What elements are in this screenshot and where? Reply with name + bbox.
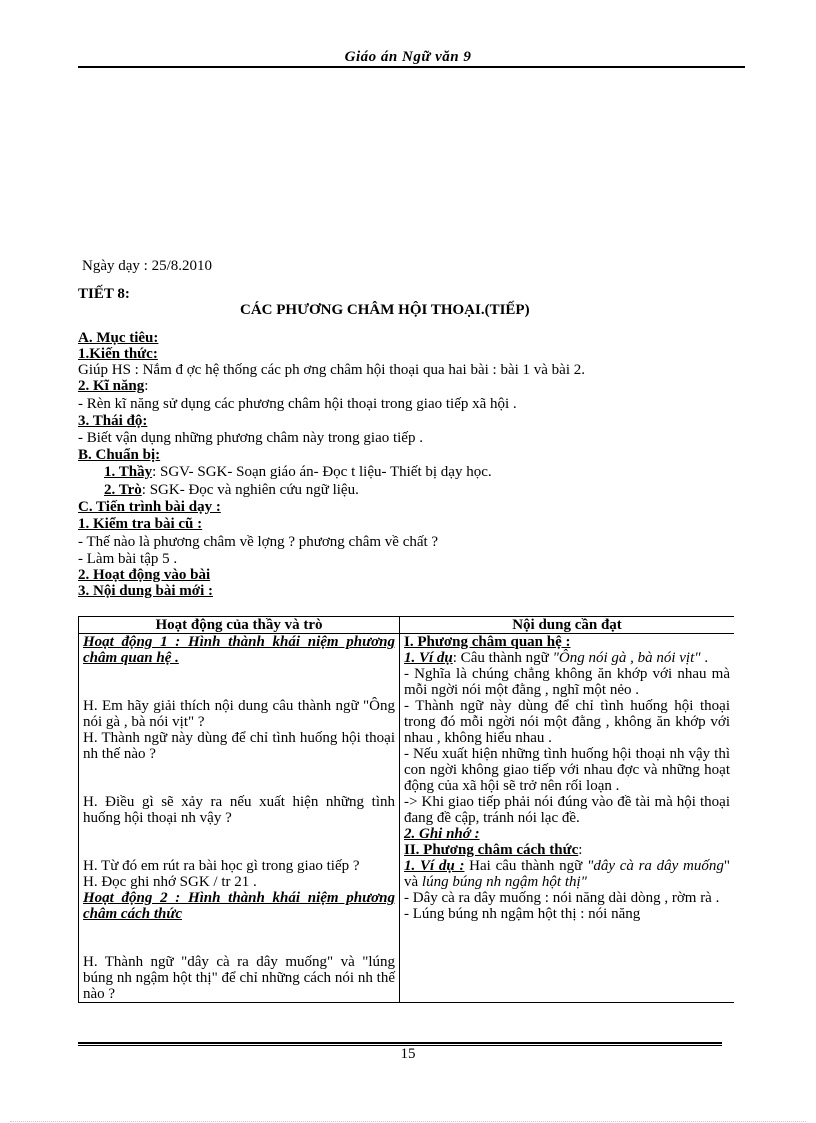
- answer-1: - Nghĩa là chúng chẳng không ăn khớp với nhau mà mỗi ngời nói một đằng , nghĩ một nẻo .: [404, 666, 730, 698]
- lesson-title: CÁC PHƯƠNG CHÂM HỘI THOẠI.(TIẾP): [240, 302, 530, 318]
- section-k2-title: 2. Kĩ năng: [78, 378, 145, 394]
- table-header-row: [79, 617, 735, 634]
- example-1-quote: "Ông nói gà , bà nói vịt": [552, 650, 701, 666]
- section-2-colon: :: [578, 842, 583, 858]
- example-1: [404, 650, 730, 666]
- table-row: [79, 634, 735, 1003]
- section-k2-heading: [78, 378, 148, 394]
- section-b2-text: : SGK- Đọc và nghiên cứu ngữ liệu.: [141, 482, 359, 498]
- example-2-text: Hai câu thành ngữ: [464, 858, 588, 874]
- col-header-teacher-student: Hoạt động của thầy và trò: [79, 617, 400, 634]
- section-c1-title: 1. Kiểm tra bài cũ :: [78, 516, 203, 532]
- question-3: H. Điều gì sẽ xảy ra nếu xuất hiện những tình huống hội thoại nh vậy ?: [83, 794, 395, 826]
- lesson-table: [78, 616, 734, 1042]
- section-2-heading: [404, 842, 730, 858]
- memo-title: 2. Ghi nhớ :: [404, 826, 480, 842]
- example-1-text: : Câu thành ngữ: [452, 650, 553, 666]
- section-c1-q1: - Thế nào là phương châm về lợng ? phương châm về chất ?: [78, 534, 439, 550]
- page-number: 15: [400, 1046, 416, 1062]
- section-c3-title: 3. Nội dung bài mới :: [78, 583, 213, 599]
- lesson-number: TIẾT 8:: [78, 286, 130, 302]
- section-c2-title: 2. Hoạt động vào bài: [78, 567, 211, 583]
- section-2-title: II. Phương châm cách thức: [404, 842, 579, 858]
- section-b1-text: : SGV- SGK- Soạn giáo án- Đọc t liệu- Thiết bị dạy học.: [152, 464, 492, 480]
- section-k1-text: Giúp HS : Nắm đ ợc hệ thống các ph ơng châm hội thoại qua hai bài : bài 1 và bài 2.: [78, 362, 585, 378]
- section-b1: [104, 464, 492, 480]
- left-cell: [79, 634, 400, 1003]
- answer-4: -> Khi giao tiếp phải nói đúng vào đề tài mà hội thoại đang đề cập, tránh nói lạc đề.: [404, 794, 730, 826]
- question-5: H. Đọc ghi nhớ SGK / tr 21 .: [83, 874, 257, 890]
- example-2-and: " và: [404, 858, 730, 890]
- date-line: Ngày dạy : 25/8.2010: [82, 258, 212, 274]
- answer-2: - Thành ngữ này dùng để chỉ tình huống hội thoại trong đó mỗi ngời nói một đằng , không ăn khớp với nhau , không hiểu nhau .: [404, 698, 730, 746]
- right-cell: [400, 634, 735, 1003]
- section-k2-colon: :: [144, 378, 149, 394]
- example-2: [404, 858, 730, 890]
- spacer: [83, 826, 395, 858]
- col-header-content: Nội dung cần đạt: [400, 617, 735, 634]
- answer-5: - Dây cà ra dây muống : nói năng dài dòng , rờm rà .: [404, 890, 720, 906]
- example-1-label: 1. Ví dụ: [404, 650, 453, 666]
- answer-6: - Lúng búng nh ngậm hột thị : nói năng: [404, 906, 641, 922]
- page-bottom-border: [10, 1121, 806, 1122]
- example-2-label: 1. Ví dụ :: [404, 858, 465, 874]
- example-2-quote-1: "dây cà ra dây muống: [587, 858, 724, 874]
- section-b2-label: 2. Trò: [104, 482, 142, 498]
- section-b-title: B. Chuẩn bị:: [78, 447, 161, 463]
- example-2-quote-2: lúng búng nh ngậm hột thị": [421, 874, 587, 890]
- section-k3-title: 3. Thái độ:: [78, 413, 148, 429]
- section-k1-title: 1.Kiến thức:: [78, 346, 158, 362]
- question-2: H. Thành ngữ này dùng để chỉ tình huống hội thoại nh thế nào ?: [83, 730, 395, 762]
- activity-1-title: Hoạt động 1 : Hình thành khái niệm phương châm quan hệ .: [83, 634, 395, 666]
- answer-3: - Nếu xuất hiện những tình huống hội thoại nh vậy thì con ngời không giao tiếp với nhau đợc và những hoạt động của xã hội sẽ trở nên rối loạn .: [404, 746, 730, 794]
- spacer: [83, 666, 395, 698]
- section-b2: [104, 482, 359, 498]
- question-1: H. Em hãy giải thích nội dung câu thành ngữ "Ông nói gà , bà nói vịt" ?: [83, 698, 395, 730]
- example-1-end: .: [700, 650, 709, 666]
- header-rule: [78, 66, 745, 68]
- section-1-title: I. Phương châm quan hệ :: [404, 634, 571, 650]
- spacer: [83, 762, 395, 794]
- footer-rule: [78, 1042, 722, 1044]
- spacer: [83, 922, 395, 954]
- question-6: H. Thành ngữ "dây cà ra dây muống" và "lúng búng nh ngậm hột thị" để chỉ những cách nói nh thế nào ?: [83, 954, 395, 1002]
- section-c1-q2: - Làm bài tập 5 .: [78, 551, 178, 567]
- section-k2-text: - Rèn kĩ năng sử dụng các phương châm hội thoại trong giao tiếp xã hội .: [78, 396, 517, 412]
- section-c-title: C. Tiến trình bài dạy :: [78, 499, 221, 515]
- header-title: Giáo án Ngữ văn 9: [344, 49, 472, 65]
- question-4: H. Từ đó em rút ra bài học gì trong giao tiếp ?: [83, 858, 360, 874]
- section-a-title: A. Mục tiêu:: [78, 330, 159, 346]
- activity-2-title: Hoạt động 2 : Hình thành khái niệm phương châm cách thức: [83, 890, 395, 922]
- section-b1-label: 1. Thầy: [104, 464, 153, 480]
- section-k3-text: - Biết vận dụng những phương châm này trong giao tiếp .: [78, 430, 423, 446]
